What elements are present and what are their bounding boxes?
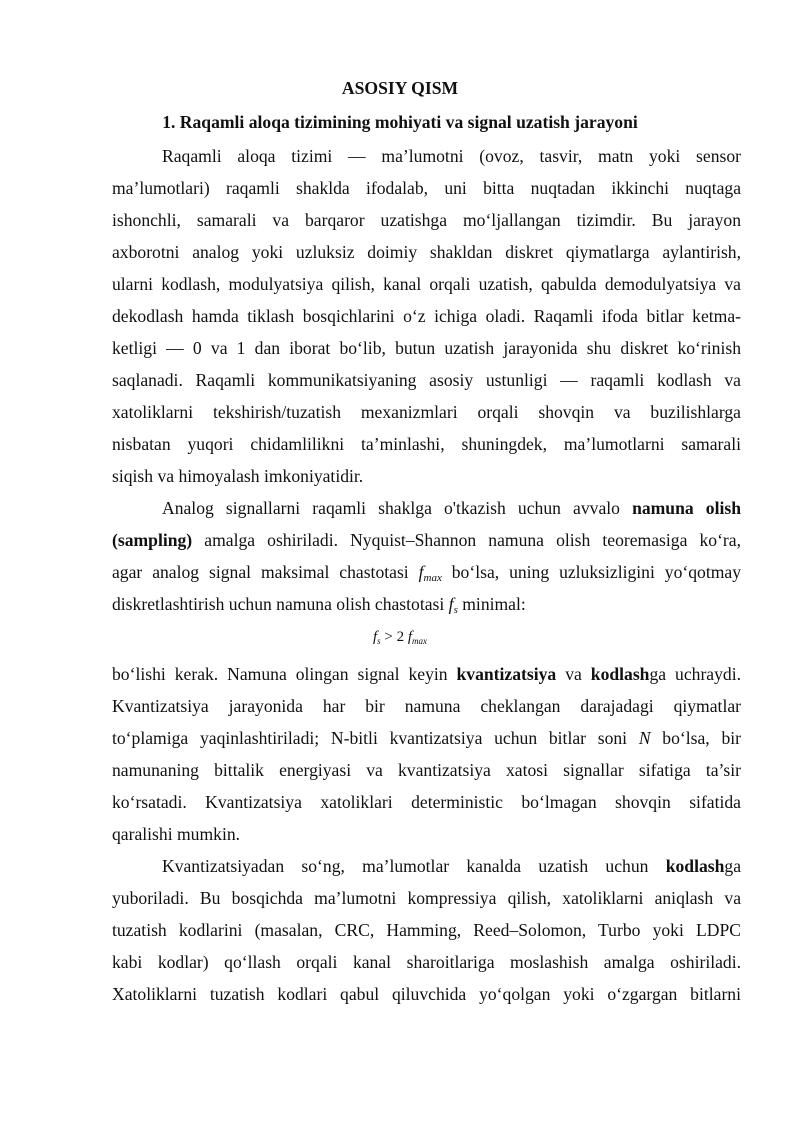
subscript-s: s xyxy=(453,604,458,616)
paragraph-3-line: namunaning bittalik energiyasi va kvantizatsiya xatosi signallar sifatiga ta’sir xyxy=(112,760,741,780)
formula-lhs-var: f xyxy=(372,629,378,645)
paragraph-1-line: dekodlash hamda tiklash bosqichlarini o‘z ichiga oladi. Raqamli ifoda bitlar ketma- xyxy=(112,306,741,326)
paragraph-3-line xyxy=(112,724,741,752)
formula-rhs-sub: max xyxy=(412,636,428,646)
paragraph-2-line xyxy=(112,526,741,554)
text-run: agar analog signal maksimal chastotasi xyxy=(112,562,419,582)
paragraph-1-line: xatoliklarni tekshirish/tuzatish mexanizmlari orqali shovqin va buzilishlarga xyxy=(112,402,741,422)
variable-f: f xyxy=(418,562,424,582)
paragraph-4-line: yuboriladi. Bu bosqichda ma’lumotni kompressiya qilish, xatoliklarni aniqlash va xyxy=(112,888,741,908)
nyquist-formula xyxy=(0,625,800,653)
text-run: bo‘lsa, bir xyxy=(650,728,741,748)
text-run: diskretlashtirish uchun namuna olish chastotasi xyxy=(112,594,449,614)
paragraph-4-line: kabi kodlar) qo‘llash orqali kanal sharoitlariga moslashish amalga oshiriladi. xyxy=(112,952,741,972)
paragraph-1-line: ishonchli, samarali va barqaror uzatishga mo‘ljallangan tizimdir. Bu jarayon xyxy=(112,210,741,230)
term-kvantizatsiya: kvantizatsiya xyxy=(456,664,557,684)
text-run: amalga oshiriladi. Nyquist–Shannon namuna olish teoremasiga ko‘ra, xyxy=(192,530,741,550)
paragraph-2-line xyxy=(112,558,741,586)
paragraph-4-line: Xatoliklarni tuzatish kodlari qabul qiluvchida yo‘qolgan yoki o‘zgargan bitlarni xyxy=(112,984,741,1004)
variable-n: N xyxy=(638,728,651,748)
paragraph-4-line: tuzatish kodlarini (masalan, CRC, Hamming, Reed–Solomon, Turbo yoki LDPC xyxy=(112,920,741,940)
text-run: bo‘lishi kerak. Namuna olingan signal keyin xyxy=(112,664,457,684)
text-run: Analog signallarni raqamli shaklga o'tkazish uchun avvalo xyxy=(162,498,633,518)
term-sampling-en: (sampling) xyxy=(112,530,193,550)
paragraph-1-line: siqish va himoyalash imkoniyatidir. xyxy=(112,466,364,486)
formula-lhs-sub: s xyxy=(377,636,381,646)
variable-f: f xyxy=(448,594,454,614)
paragraph-3-line: Kvantizatsiya jarayonida har bir namuna cheklangan darajadagi qiymatlar xyxy=(112,696,741,716)
subscript-max: max xyxy=(423,572,442,584)
paragraph-1-line: nisbatan yuqori chidamlilikni ta’minlashi, shuningdek, ma’lumotlarni samarali xyxy=(112,434,741,454)
paragraph-1-line: ketligi — 0 va 1 dan iborat bo‘lib, butun uzatish jarayonida shu diskret ko‘rinish xyxy=(112,338,741,358)
text-run: to‘plamiga yaqinlashtiriladi; N-bitli kvantizatsiya uchun bitlar soni xyxy=(112,728,639,748)
paragraph-1-line: saqlanadi. Raqamli kommunikatsiyaning asosiy ustunligi — raqamli kodlash va xyxy=(112,370,741,390)
paragraph-1-line: axborotni analog yoki uzluksiz doimiy shakldan diskret qiymatlarga aylantirish, xyxy=(112,242,741,262)
term-kodlash: kodlash xyxy=(590,664,650,684)
paragraph-1-line: ularni kodlash, modulyatsiya qilish, kanal orqali uzatish, qabulda demodulyatsiya va xyxy=(112,274,741,294)
paragraph-3-line xyxy=(112,660,741,688)
main-heading: ASOSIY QISM xyxy=(341,78,459,98)
text-run: ga xyxy=(724,856,741,876)
formula-rhs-var: f xyxy=(407,629,413,645)
text-run: minimal: xyxy=(457,594,526,614)
text-run: bo‘lsa, uning uzluksizligini yo‘qotmay xyxy=(441,562,741,582)
paragraph-3-line: qaralishi mumkin. xyxy=(112,824,241,844)
text-run: va xyxy=(556,664,591,684)
term-sampling: namuna olish xyxy=(632,498,741,518)
paragraph-1-line: Raqamli aloqa tizimi — ma’lumotni (ovoz, tasvir, matn yoki sensor xyxy=(162,146,741,166)
section-heading: 1. Raqamli aloqa tizimining mohiyati va signal uzatish jarayoni xyxy=(162,112,638,132)
paragraph-4-line xyxy=(162,852,741,880)
term-kodlash: kodlash xyxy=(665,856,725,876)
paragraph-3-line: ko‘rsatadi. Kvantizatsiya xatoliklari deterministic bo‘lmagan shovqin sifatida xyxy=(112,792,741,812)
text-run: ga uchraydi. xyxy=(649,664,741,684)
formula-operator: > 2 xyxy=(380,629,408,645)
text-run: Kvantizatsiyadan so‘ng, ma’lumotlar kanalda uzatish uchun xyxy=(162,856,666,876)
paragraph-2-line xyxy=(162,494,741,522)
paragraph-1-line: ma’lumotlari) raqamli shaklda ifodalab, uni bitta nuqtadan ikkinchi nuqtaga xyxy=(112,178,741,198)
paragraph-2-line xyxy=(112,590,741,618)
